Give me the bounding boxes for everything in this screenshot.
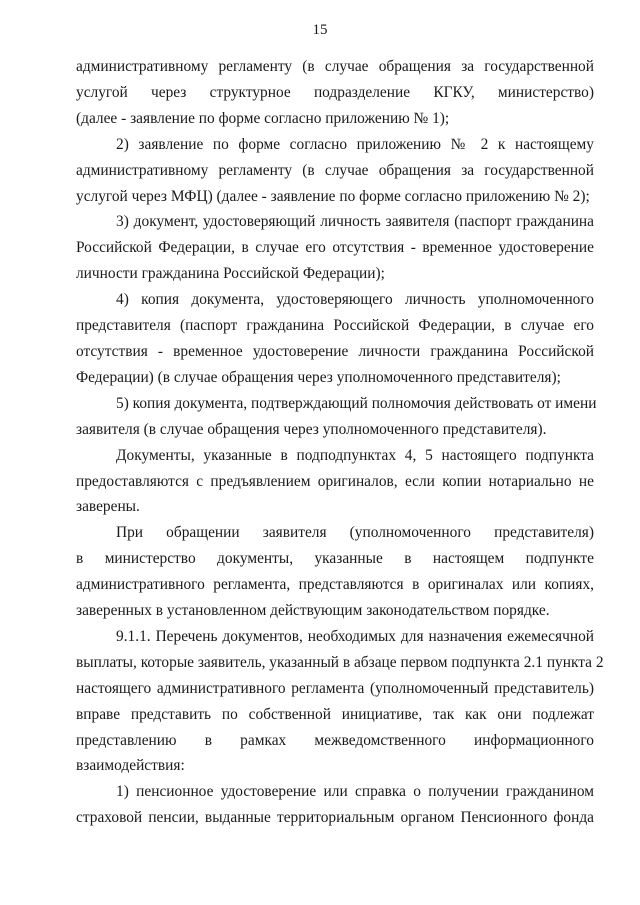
text-line: страховой пенсии, выданные территориальным органом Пенсионного фонда [76,809,594,827]
text-line: заверены. [76,498,140,516]
paragraph-ministry-note [76,520,594,624]
text-line: (далее - заявление по форме согласно приложению № 1); [76,109,450,127]
text-line: 2) заявление по форме согласно приложению № 2 к настоящему [116,135,594,153]
paragraph-item-4 [76,287,594,391]
text-line: При обращении заявителя (уполномоченного представителя) [116,524,594,542]
text-line: предоставляются с предъявлением оригиналов, если копии нотариально не [76,472,594,490]
text-line: вправе представить по собственной инициативе, так как они подлежат [76,705,594,723]
text-line: выплаты, которые заявитель, указанный в абзаце первом подпункта 2.1 пункта 2 [76,653,604,671]
text-line: услугой через МФЦ) (далее - заявление по форме согласно приложению № 2); [76,187,590,205]
text-line: заявителя (в случае обращения через уполномоченного представителя). [76,420,547,438]
text-line: 3) документ, удостоверяющий личность заявителя (паспорт гражданина [116,213,594,231]
text-line: в министерство документы, указанные в настоящем подпункте [76,550,594,568]
text-line: взаимодействия: [76,757,185,775]
text-line: услугой через структурное подразделение КГКУ, министерство) [76,83,594,101]
paragraph-continuation [76,54,594,132]
text-line: представлению в рамках межведомственного информационного [76,731,594,749]
document-body [76,54,604,831]
text-line: 4) копия документа, удостоверяющего личность уполномоченного [116,291,594,309]
paragraph-item-2 [76,132,594,210]
paragraph-section-9-1-1 [76,624,604,779]
text-line: 9.1.1. Перечень документов, необходимых для назначения ежемесячной [116,627,594,645]
text-line: отсутствия - временное удостоверение личности гражданина Российской [76,342,594,360]
paragraph-documents-note [76,443,594,521]
paragraph-item-3 [76,209,594,287]
paragraph-item-1-pension [76,779,594,831]
text-line: представителя (паспорт гражданина Российской Федерации, в случае его [76,317,594,335]
page-number: 15 [312,22,328,38]
text-line: Федерации) (в случае обращения через уполномоченного представителя); [76,368,561,386]
text-line: настоящего административного регламента (уполномоченный представитель) [76,679,594,697]
paragraph-item-5 [76,391,597,443]
text-line: Документы, указанные в подподпунктах 4, 5 настоящего подпункта [116,446,594,464]
text-line: заверенных в установленном действующим законодательством порядке. [76,602,550,620]
text-line: административному регламенту (в случае обращения за государственной [76,58,594,75]
text-line: 5) копия документа, подтверждающий полномочия действовать от имени [116,394,597,412]
text-line: административного регламента, представляются в оригиналах или копиях, [76,576,594,594]
text-line: личности гражданина Российской Федерации); [76,265,385,283]
text-line: 1) пенсионное удостоверение или справка о получении гражданином [116,783,594,801]
text-line: административному регламенту (в случае обращения за государственной [76,161,594,179]
text-line: Российской Федерации, в случае его отсутствия - временное удостоверение [76,239,594,257]
